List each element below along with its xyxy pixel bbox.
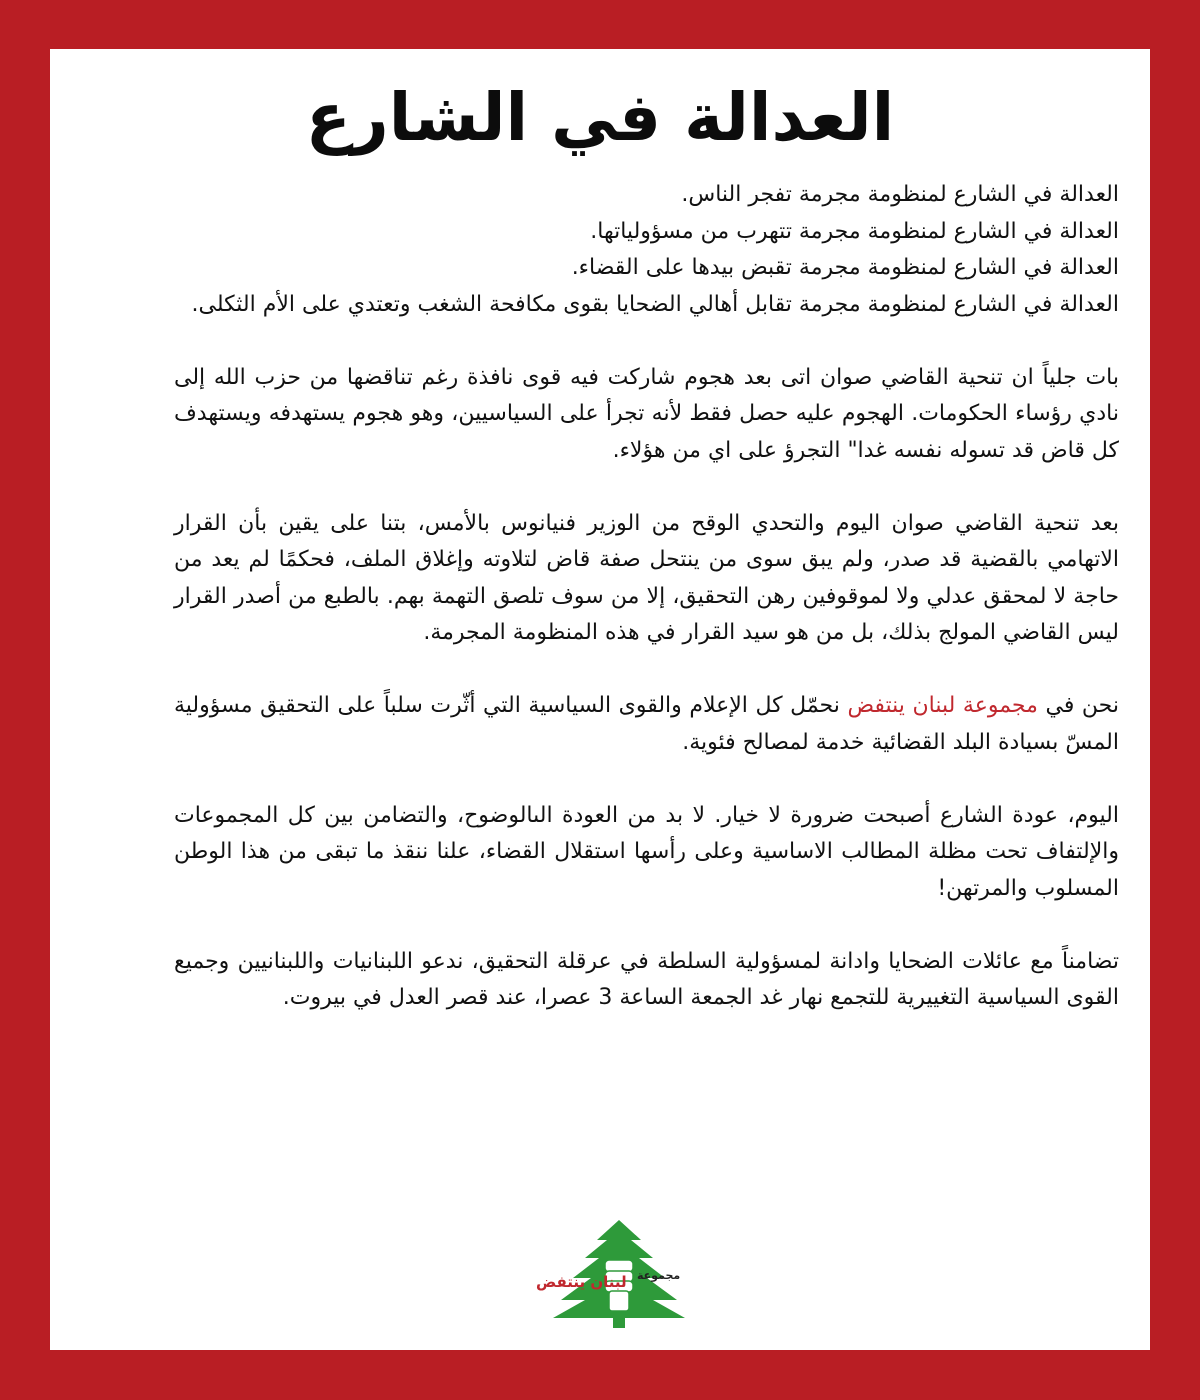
group-name: مجموعة لبنان ينتفض bbox=[847, 693, 1038, 718]
paragraph-group-statement bbox=[174, 688, 1119, 761]
paragraph-call-to-action: تضامناً مع عائلات الضحايا وادانة لمسؤولية السلطة في عرقلة التحقيق، ندعو اللبنانيات واللبنانيين وجميع القوى السياسية التغييرية للتجمع نهار غد الجمعة الساعة 3 عصرا، عند قصر العدل في بيروت. bbox=[174, 948, 1119, 1010]
paragraph-indictment: بعد تنحية القاضي صوان اليوم والتحدي الوقح من الوزير فنيانوس بالأمس، بتنا على يقين بأن القرار الاتهامي بالقضية قد صدر، ولم يبق سوى من ينتحل صفة قاض لتلاوته وإغلاق الملف، فحكمًا لم يعد من حاجة لا لمحقق عدلي ولا لموقوفين رهن التحقيق، إلا من سوف تلصق التهمة بهم. بالطبع من أصدر القرار ليس القاضي المولج بذلك، بل من هو سيد القرار في هذه المنظومة المجرمة. bbox=[174, 510, 1119, 645]
paragraph-attack: بات جلياً ان تنحية القاضي صوان اتى بعد هجوم شاركت فيه قوى نافذة رغم تناقضها من حزب الله إلى نادي رؤساء الحكومات. الهجوم عليه حصل فقط لأنه تجرأ على السياسيين، وهو هجوم يستهدفه ويستهدف كل قاض قد تسوله نفسه غدا" التجرؤ على اي من هؤلاء. bbox=[174, 364, 1119, 463]
intro-line: العدالة في الشارع لمنظومة مجرمة تقبض بيدها على القضاء. bbox=[571, 255, 1119, 280]
document-body bbox=[174, 177, 1119, 1053]
statement-rest: نحمّل كل الإعلام والقوى السياسية التي أثّرت سلباً على التحقيق مسؤولية المسّ بسيادة البلد القضائية خدمة لمصالح فئوية. bbox=[174, 693, 1119, 755]
intro-line: العدالة في الشارع لمنظومة مجرمة تفجر الناس. bbox=[681, 182, 1119, 207]
intro-line: العدالة في الشارع لمنظومة مجرمة تقابل أهالي الضحايا بقوى مكافحة الشغب وتعتدي على الأم الثكلى. bbox=[191, 291, 1119, 317]
intro-line: العدالة في الشارع لمنظومة مجرمة تتهرب من مسؤولياتها. bbox=[590, 218, 1119, 244]
logo-main-text: لبنان ينتفض bbox=[536, 1273, 627, 1291]
statement-prefix: نحن في bbox=[1037, 693, 1119, 718]
paragraph-street: اليوم، عودة الشارع أصبحت ضرورة لا خيار. لا بد من العودة الىالوضوح، والتضامن بين كل المجموعات والإلتفاف تحت مظلة المطالب الاساسية وعلى رأسها استقلال القضاء، علنا ننقذ ما تبقى من هذا الوطن المسلوب والمرتهن! bbox=[174, 802, 1119, 901]
intro-paragraph bbox=[174, 177, 1119, 323]
page-title: العدالة في الشارع bbox=[305, 79, 895, 156]
logo-small-text: مجموعة bbox=[637, 1269, 681, 1282]
